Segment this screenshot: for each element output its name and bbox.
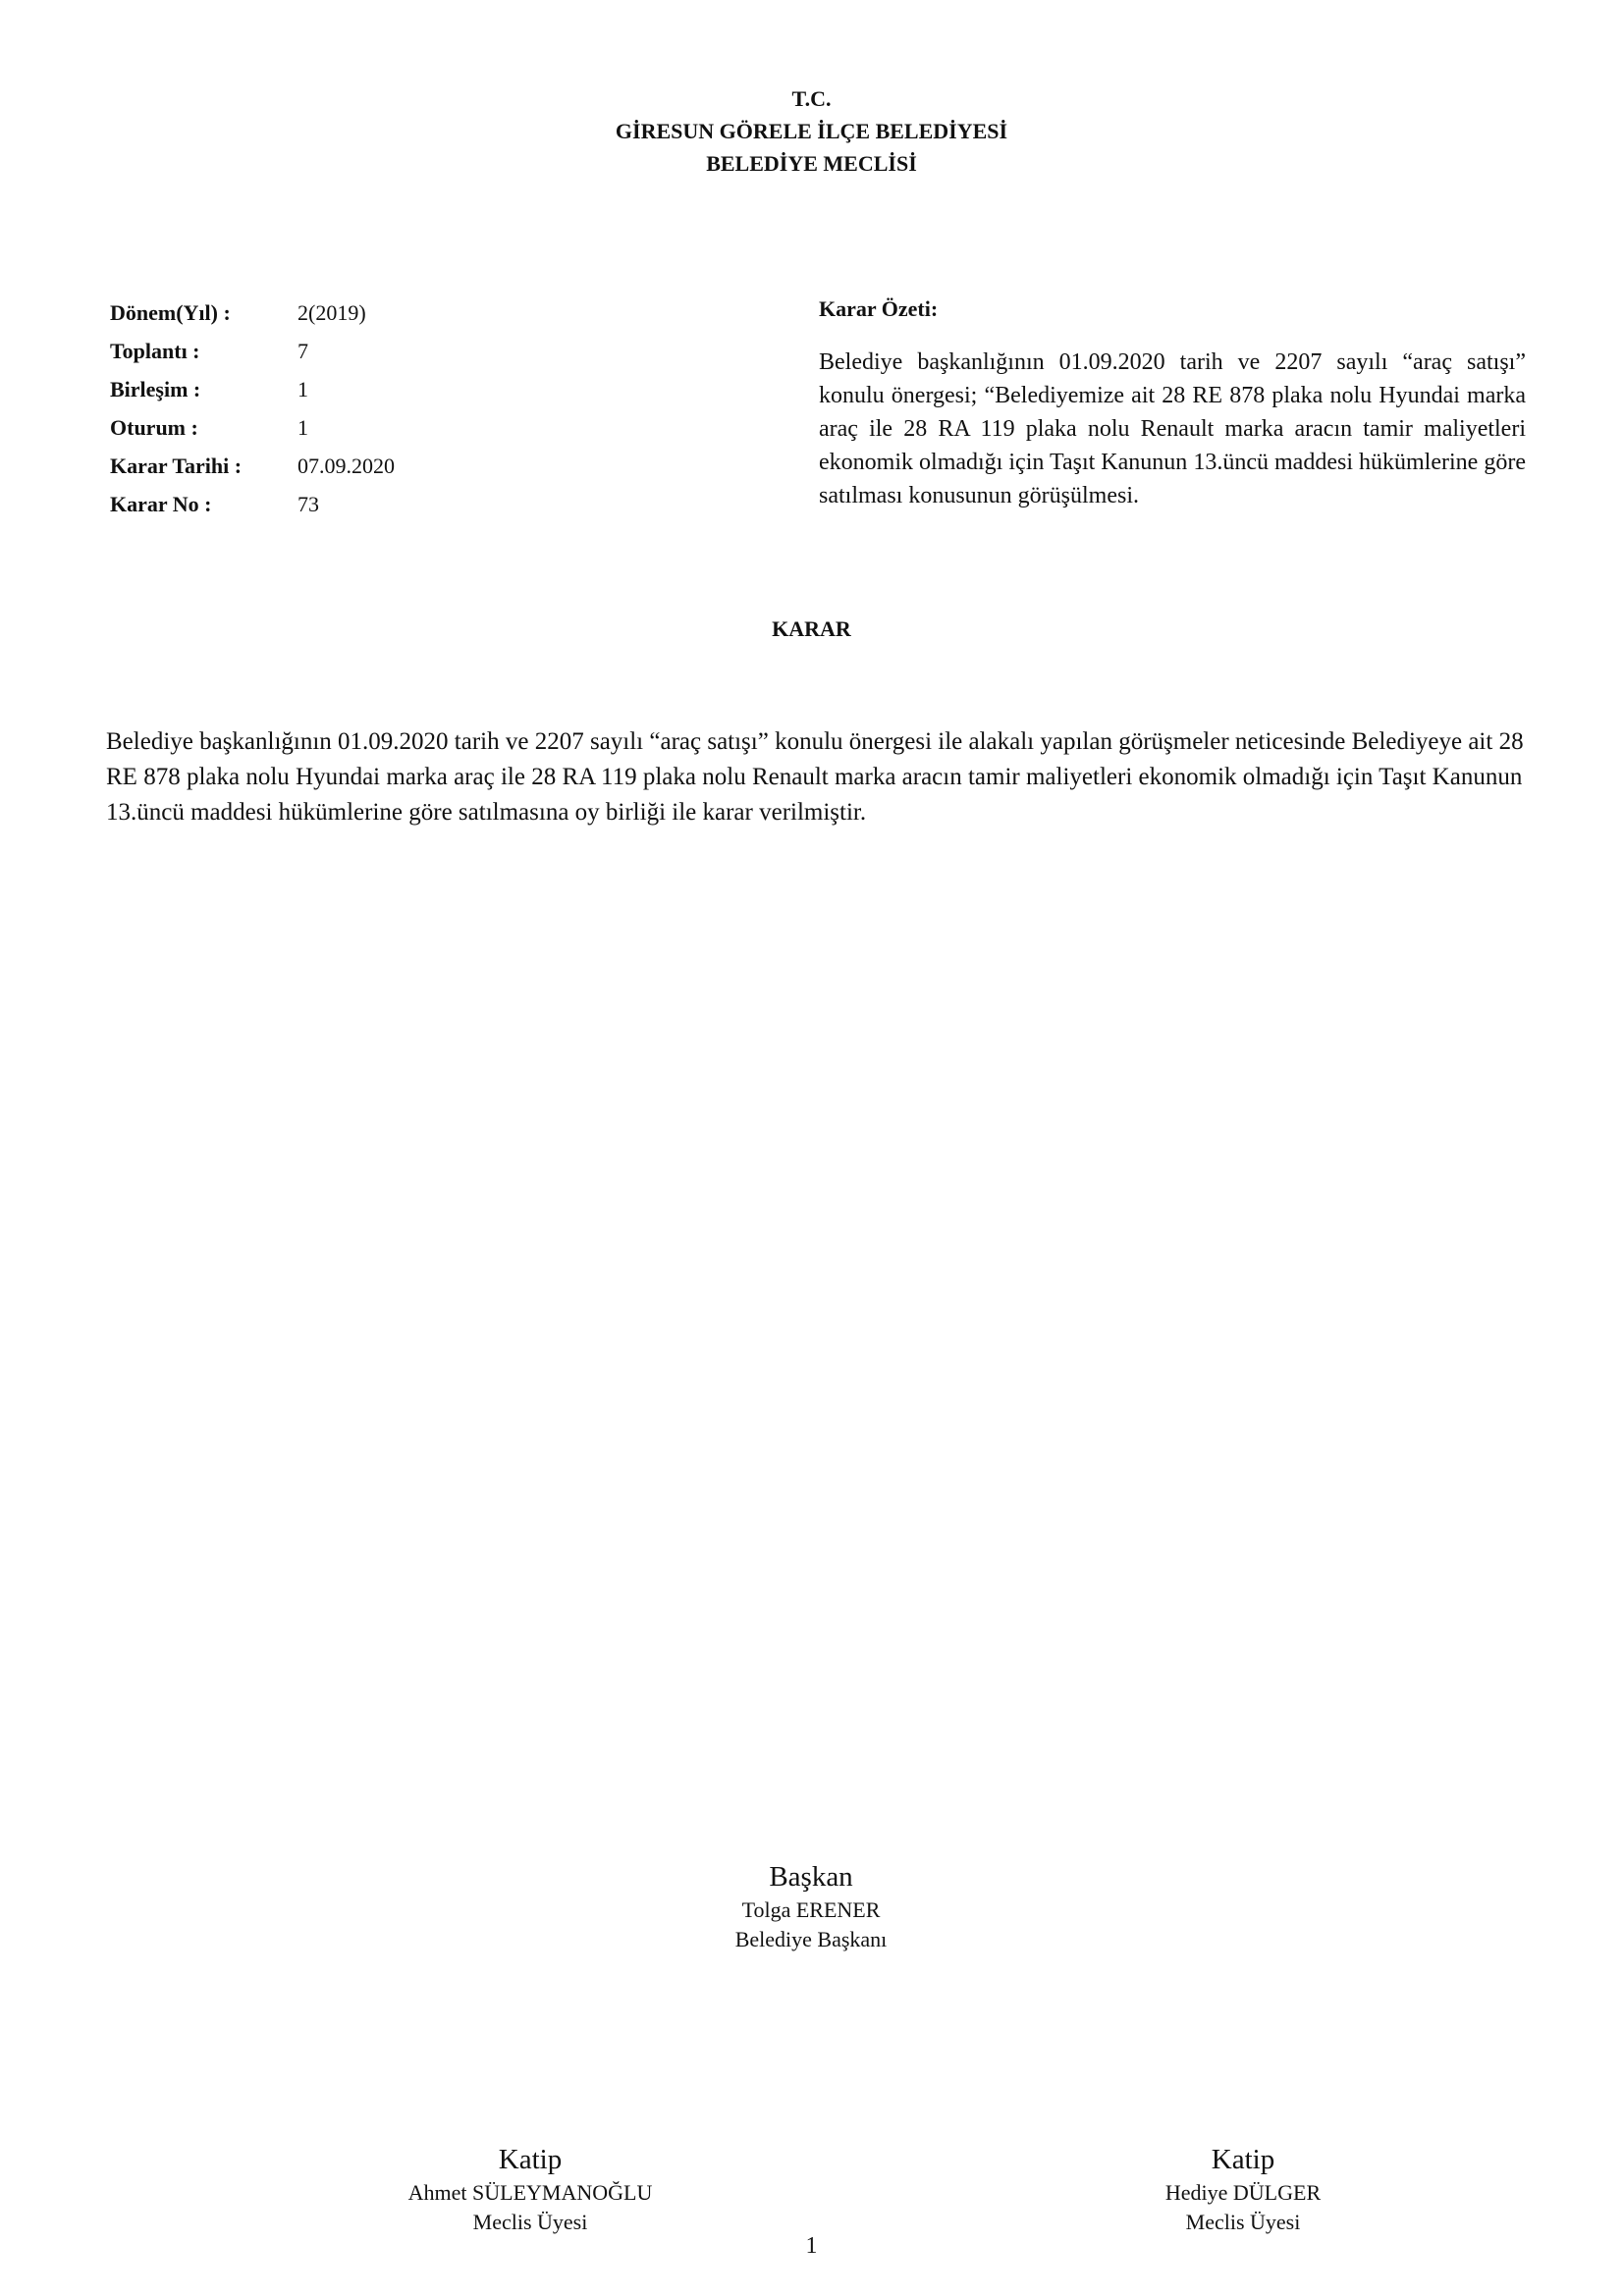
clerk-left-role: Katip <box>498 2144 563 2175</box>
clerk-right-name: Hediye DÜLGER <box>1164 2180 1322 2205</box>
meta-label-toplanti: Toplantı : <box>110 339 200 363</box>
meta-label-donem: Dönem(Yıl) : <box>110 300 231 325</box>
clerk-right-signature-block <box>1096 2144 1390 2235</box>
clerk-right-title: Meclis Üyesi <box>1185 2210 1301 2234</box>
meta-value-karar-no: 73 <box>298 492 319 516</box>
page-number: 1 <box>805 2233 818 2259</box>
president-signature-block <box>664 1861 958 1952</box>
clerk-left-title: Meclis Üyesi <box>472 2210 588 2234</box>
meta-label-birlesim: Birleşim : <box>110 377 201 401</box>
document-header <box>0 82 1623 180</box>
president-name: Tolga ERENER <box>741 1897 881 1922</box>
meta-label-oturum: Oturum : <box>110 415 198 440</box>
summary-title: Karar Özeti: <box>819 296 939 321</box>
president-role: Başkan <box>769 1861 853 1893</box>
meta-value-birlesim: 1 <box>298 377 308 401</box>
clerk-left-signature-block <box>383 2144 677 2235</box>
header-line-municipality: GİRESUN GÖRELE İLÇE BELEDİYESİ <box>615 119 1008 143</box>
meta-label-karar-no: Karar No : <box>110 492 212 516</box>
meta-value-karar-tarihi: 07.09.2020 <box>298 454 395 478</box>
meta-value-donem: 2(2019) <box>298 300 366 325</box>
summary-text: Belediye başkanlığının 01.09.2020 tarih ve 2207 sayılı “araç satışı” konulu önergesi; “Belediyemize ait 28 RE 878 plaka nolu Hyundai marka araç ile 28 RA 119 plaka nolu Renault marka aracın tamir maliyetleri ekonomik olmadığı için Taşıt Kanunun 13.üncü maddesi hükümlerine göre satılması konusunun görüşülmesi. <box>819 349 1526 508</box>
clerk-left-name: Ahmet SÜLEYMANOĞLU <box>407 2180 653 2205</box>
header-line-tc: T.C. <box>791 86 832 111</box>
president-title: Belediye Başkanı <box>734 1927 888 1951</box>
header-line-council: BELEDİYE MECLİSİ <box>706 151 917 176</box>
decision-text: Belediye başkanlığının 01.09.2020 tarih ve 2207 sayılı “araç satışı” konulu önergesi ile alakalı yapılan görüşmeler neticesinde Belediyeye ait 28 RE 878 plaka nolu Hyundai marka araç ile 28 RA 119 plaka nolu Renault marka aracın tamir maliyetleri ekonomik olmadığı için Taşıt Kanunun 13.üncü maddesi hükümlerine göre satılmasına oy birliği ile karar verilmiştir. <box>106 728 1524 826</box>
decision-title: KARAR <box>772 616 851 641</box>
meta-value-oturum: 1 <box>298 415 308 440</box>
meta-value-toplanti: 7 <box>298 339 308 363</box>
meta-label-karar-tarihi: Karar Tarihi : <box>110 454 243 478</box>
clerk-right-role: Katip <box>1211 2144 1275 2175</box>
